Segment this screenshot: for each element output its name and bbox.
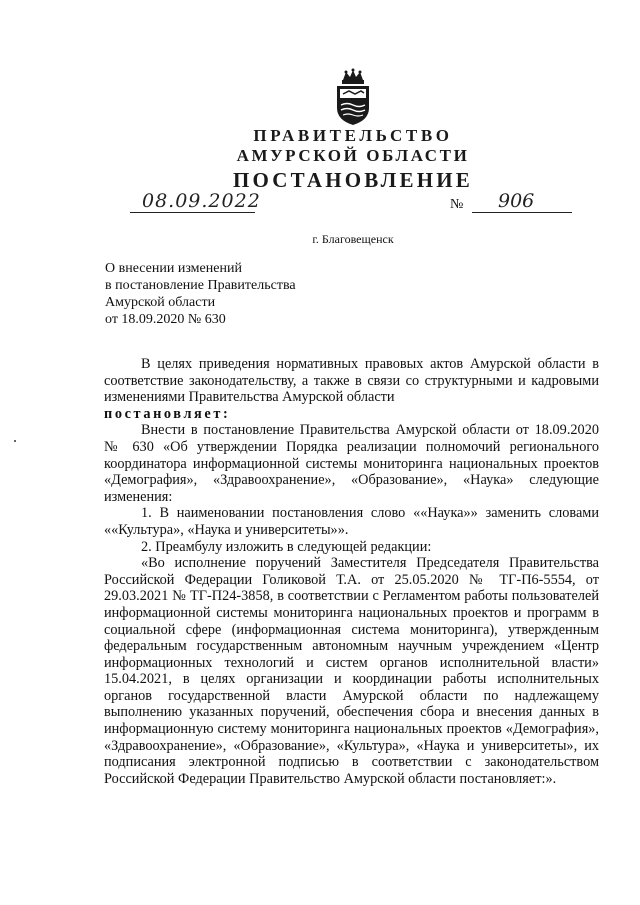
document-type: ПОСТАНОВЛЕНИЕ bbox=[232, 168, 474, 192]
subject-line: Амурской области bbox=[105, 295, 216, 310]
document-date: 08.09.2022 bbox=[142, 190, 261, 212]
item-1-paragraph: 1. В наименовании постановления слово ««Наука»» заменить словами ««Культура», «Наука и университеты»». bbox=[104, 505, 599, 538]
margin-dot bbox=[14, 440, 16, 442]
preamble-quote-paragraph: «Во исполнение поручений Заместителя Председателя Правительства Российской Федерации Голиковой Т.А. от 25.05.2020 № ТГ-П6-5554, от 29.03.2021 № ТГ-П24-3858, в соответствии с Регламентом работы пользователей информационной системы мониторинга национальных проектов и программ в социальной сфере (информационная система мониторинга), утвержденным федеральным государственным автономным научным учреждением «Центр информационных технологий и систем органов исполнительной власти» 15.04.2021, в целях организации и координации работы исполнительных органов государственной власти Амурской области по надлежащему выполнению указанных поручений, обеспечения сбора и внесения данных в информационную систему мониторинга национальных проектов «Демография», «Здравоохранение», «Образование», «Культура», «Наука и университеты», их подписания электронной подписью в соответствии с законодательством Российской Федерации Правительство Амурской области постановляет:». bbox=[104, 555, 599, 787]
item-2-paragraph: 2. Преамбулу изложить в следующей редакции: bbox=[141, 538, 432, 555]
resolves-label: постановляет: bbox=[104, 405, 231, 422]
intro-paragraph: В целях приведения нормативных правовых актов Амурской области в соответствие законодательству, а также в связи со структурными и кадровыми изменениями Правительства Амурской области bbox=[104, 356, 599, 406]
date-underline bbox=[130, 212, 255, 213]
amur-oblast-coat-of-arms-icon bbox=[329, 68, 377, 126]
document-body bbox=[104, 356, 599, 787]
organization-name-line1: ПРАВИТЕЛЬСТВО bbox=[253, 126, 453, 145]
city-name: г. Благовещенск bbox=[312, 232, 394, 246]
subject-line: в постановление Правительства bbox=[105, 278, 296, 293]
subject-line: О внесении изменений bbox=[105, 261, 242, 276]
subject-line: от 18.09.2020 № 630 bbox=[105, 312, 226, 327]
number-underline bbox=[472, 212, 572, 213]
number-sign: № bbox=[450, 197, 464, 212]
main-paragraph: Внести в постановление Правительства Амурской области от 18.09.2020 № 630 «Об утверждении Порядка реализации полномочий регионального координатора информационной системы мониторинга национальных проектов «Демография», «Здравоохранение», «Образование», «Наука» следующие изменения: bbox=[104, 422, 599, 505]
organization-name-line2: АМУРСКОЙ ОБЛАСТИ bbox=[236, 146, 470, 165]
document-subject bbox=[105, 260, 296, 328]
document-number: 906 bbox=[498, 190, 535, 212]
